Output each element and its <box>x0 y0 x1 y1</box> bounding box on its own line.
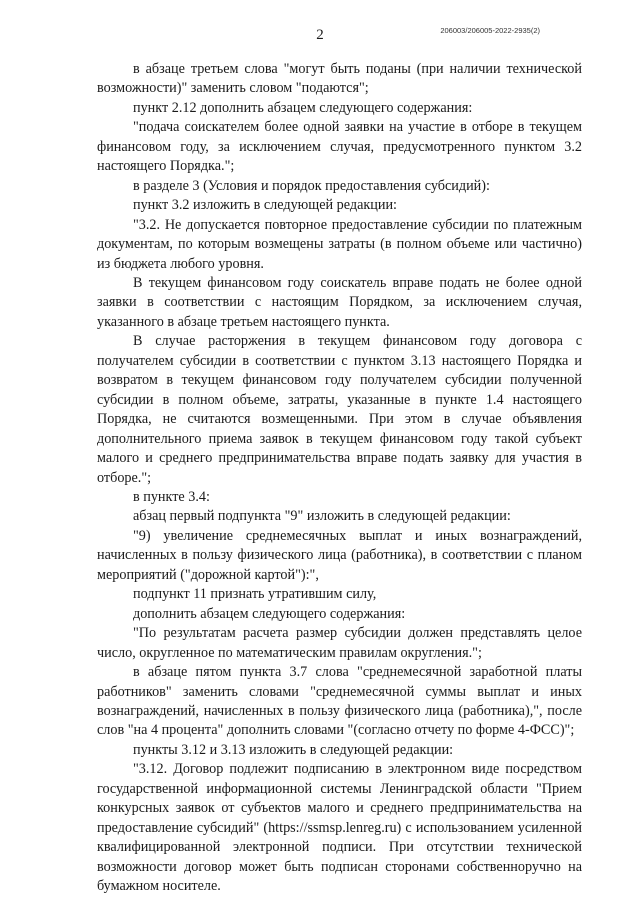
paragraph: в пункте 3.4: <box>133 488 210 505</box>
paragraph: "подача соискателем более одной заявки на участие в отборе в текущем финансовом году, за исключением случая, предусмотренного пунктом 3.2 настоящего Порядка."; <box>97 119 582 175</box>
paragraph: подпункт 11 признать утратившим силу, <box>133 586 377 603</box>
document-body <box>97 60 582 896</box>
paragraph: в абзаце пятом пункта 3.7 слова "среднемесячной заработной платы работников" заменить словами "среднемесячной суммы выплат и иных вознаграждений, начисленных в пользу физического лица (работника),", после слов "на 4 процента" дополнить словами "(согласно отчету по форме 4-ФСС)"; <box>97 664 582 739</box>
paragraph: "3.12. Договор подлежит подписанию в электронном виде посредством государственной информационной системы Ленинградской области "Прием конкурсных заявок от субъектов малого и среднего предпринимательства на предоставление субсидий" (https://ssmsp.lenreg.ru) с использованием усиленной квалифицированной электронной подписи. При отсутствии технической возможности договор может быть подписан сторонами собственноручно на бумажном носителе. <box>97 761 582 895</box>
paragraph: пункт 3.2 изложить в следующей редакции: <box>133 197 397 214</box>
paragraph: В случае расторжения в текущем финансовом году договора с получателем субсидии в соответствии с пунктом 3.13 настоящего Порядка и возвратом в текущем финансовом году получателем субсидии полученной субсидии в полном объеме, затраты, указанные в пункте 1.4 настоящего Порядка, не считаются возмещенными. При этом в случае объявления дополнительного приема заявок в текущем финансовом году такой субъект малого и среднего предпринимательства вправе подать заявку для участия в отборе."; <box>97 333 582 486</box>
paragraph: пункт 2.12 дополнить абзацем следующего содержания: <box>133 99 473 116</box>
paragraph: "По результатам расчета размер субсидии должен представлять целое число, округленное по математическим правилам округления."; <box>97 625 582 661</box>
paragraph: "3.2. Не допускается повторное предоставление субсидии по платежным документам, по которым возмещены затраты (в полном объеме или частично) из бюджета любого уровня. <box>97 216 582 272</box>
paragraph: пункты 3.12 и 3.13 изложить в следующей редакции: <box>133 741 454 758</box>
paragraph: в абзаце третьем слова "могут быть поданы (при наличии технической возможности)" заменить словом "подаются"; <box>97 61 582 97</box>
document-id: 206003/206005-2022-2935(2) <box>440 26 540 35</box>
paragraph: в разделе 3 (Условия и порядок предоставления субсидий): <box>133 177 490 194</box>
page-number: 2 <box>316 27 324 43</box>
paragraph: абзац первый подпункта "9" изложить в следующей редакции: <box>133 508 511 525</box>
paragraph: В текущем финансовом году соискатель вправе подать не более одной заявки в соответствии с настоящим Порядком, за исключением случая, указанного в абзаце третьем настоящего пункта. <box>97 274 582 330</box>
paragraph: дополнить абзацем следующего содержания: <box>133 605 406 622</box>
paragraph: "9) увеличение среднемесячных выплат и иных вознаграждений, начисленных в пользу физического лица (работника), в соответствии с планом мероприятий ("дорожной картой"):", <box>97 527 582 583</box>
